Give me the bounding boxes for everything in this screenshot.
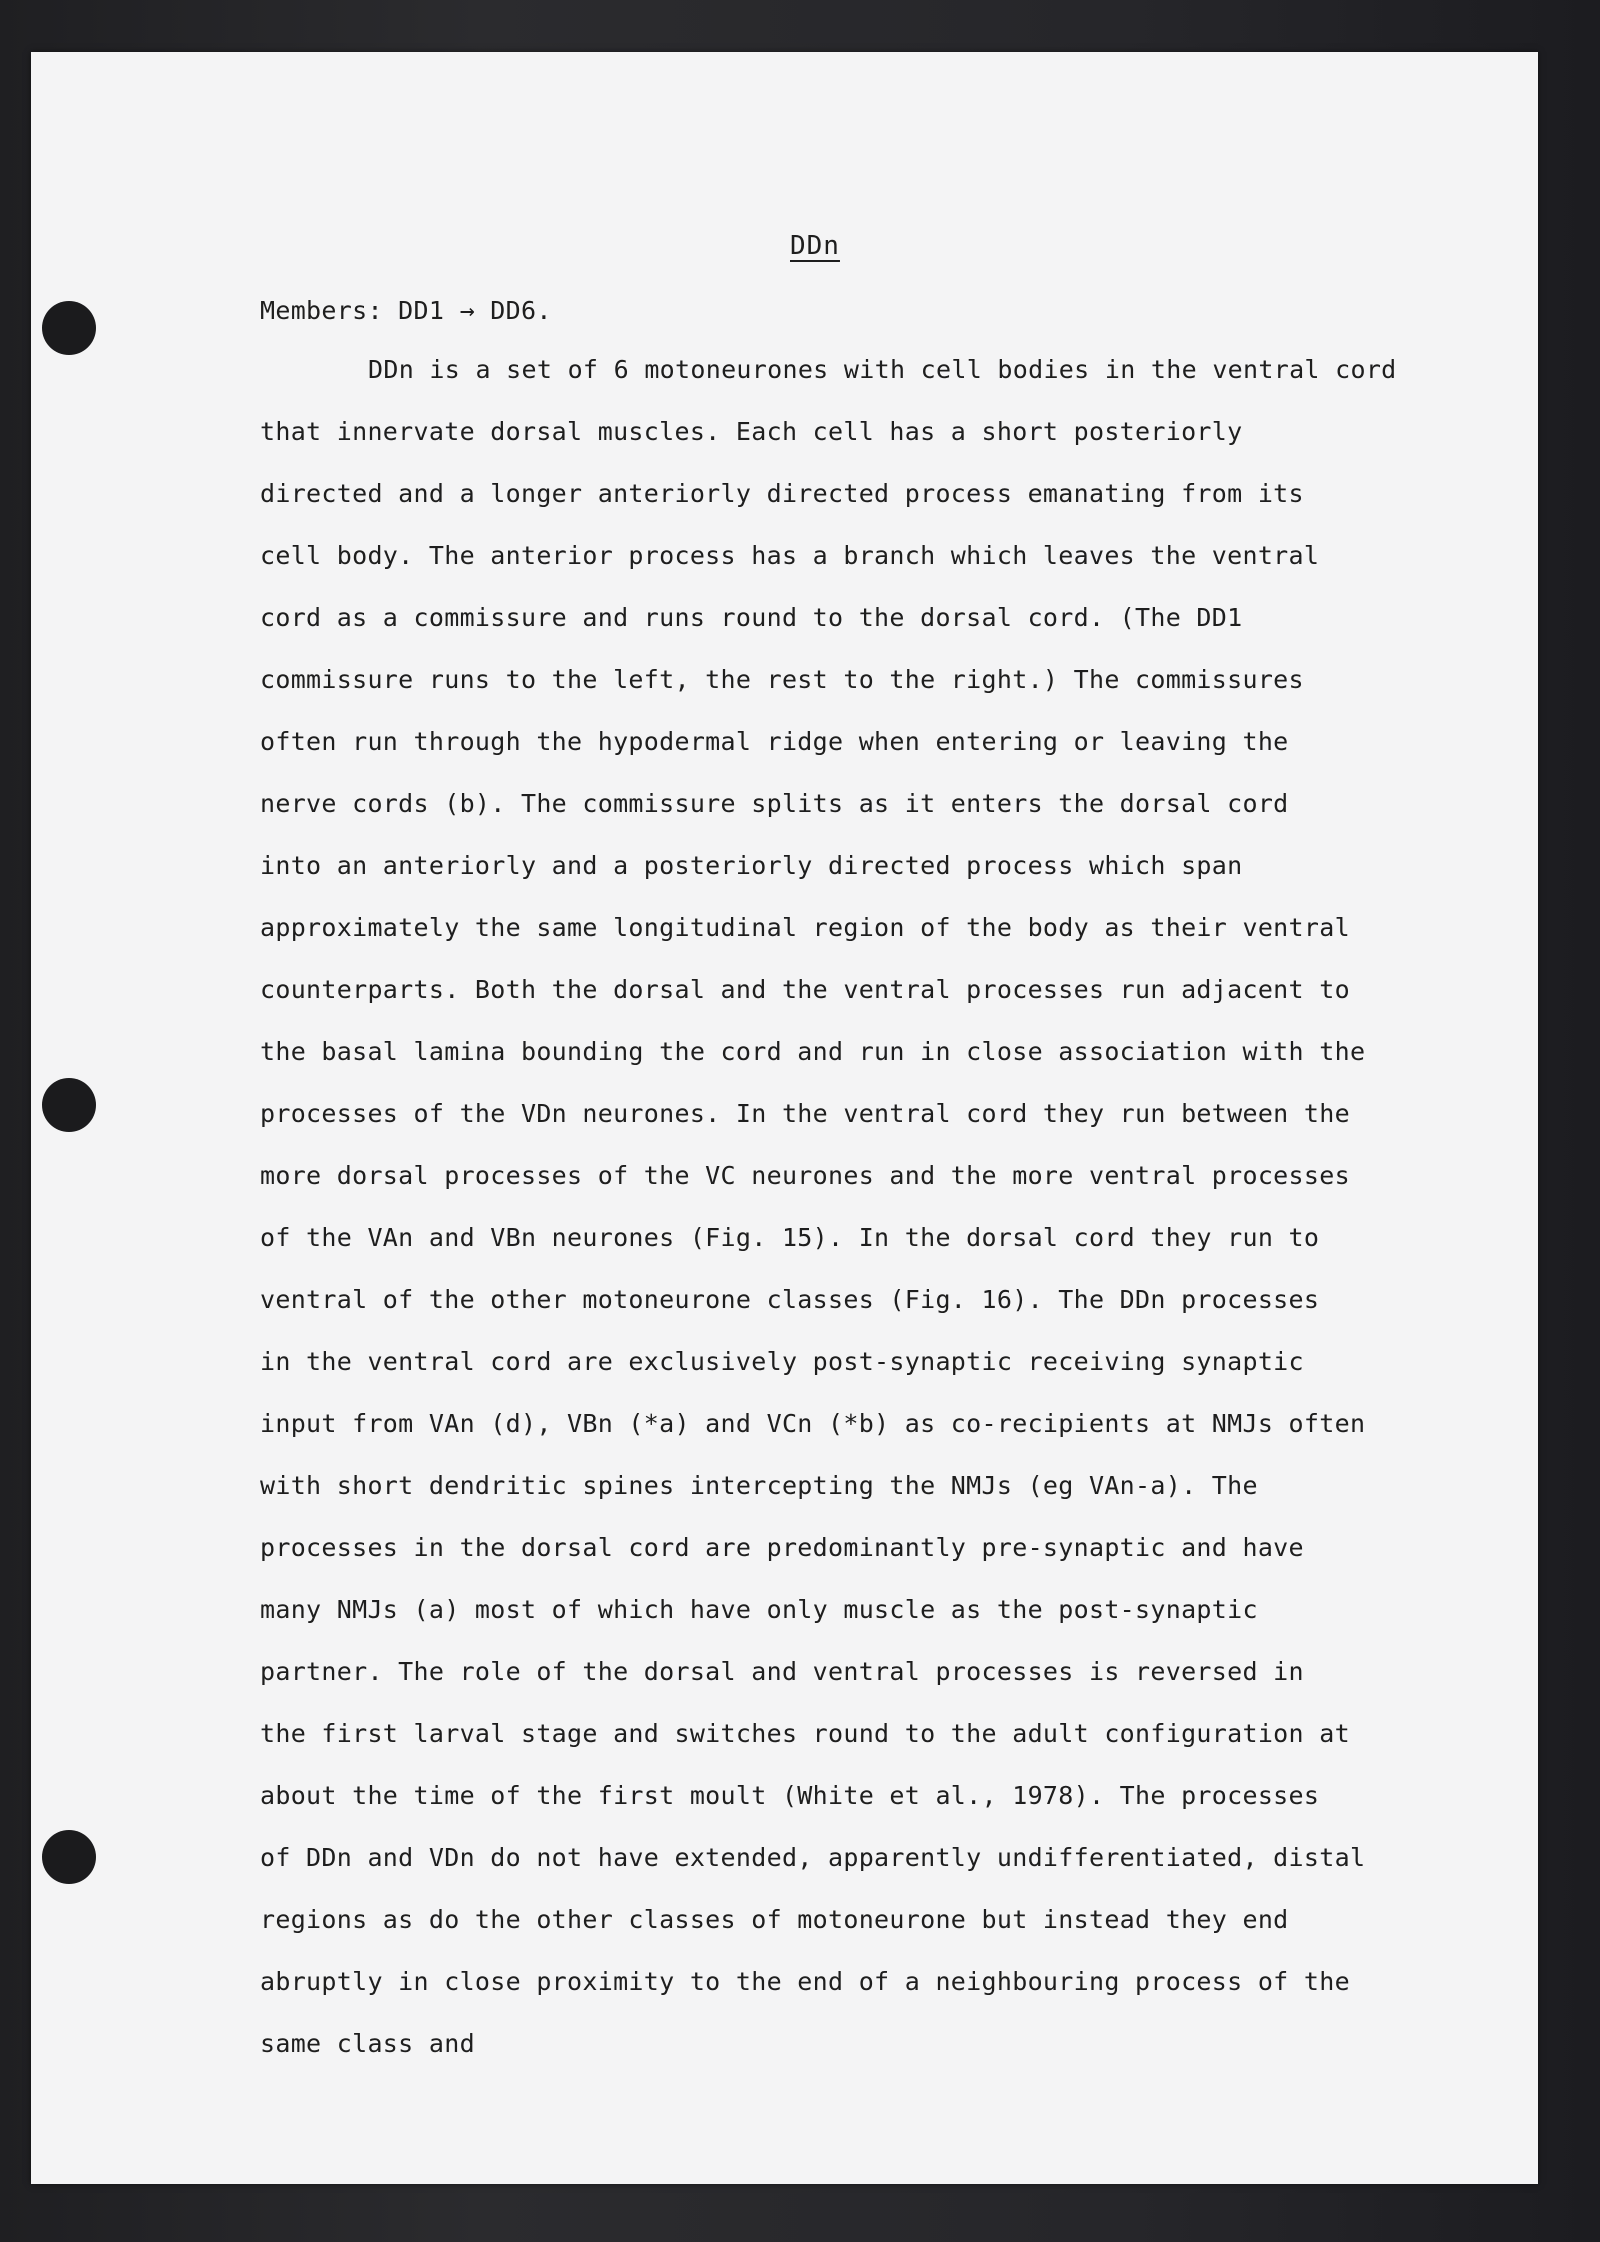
paragraph-line: approximately the same longitudinal region of the body as their ventral xyxy=(260,913,1350,942)
paragraph-line: cord as a commissure and runs round to the dorsal cord. (The DD1 xyxy=(260,603,1243,632)
paragraph-line: the first larval stage and switches round to the adult configuration at xyxy=(260,1719,1350,1748)
paragraph-line: into an anteriorly and a posteriorly directed process which span xyxy=(260,851,1243,880)
paragraph-line: processes in the dorsal cord are predominantly pre-synaptic and have xyxy=(260,1533,1304,1562)
paragraph-line: more dorsal processes of the VC neurones and the more ventral processes xyxy=(260,1161,1350,1190)
members-line: Members: DD1 → DD6. xyxy=(260,296,552,325)
paragraph-line: with short dendritic spines intercepting the NMJs (eg VAn-a). The xyxy=(260,1471,1258,1500)
paragraph-line: of the VAn and VBn neurones (Fig. 15). In the dorsal cord they run to xyxy=(260,1223,1320,1252)
paragraph-line: often run through the hypodermal ridge when entering or leaving the xyxy=(260,727,1289,756)
paragraph-line: that innervate dorsal muscles. Each cell has a short posteriorly xyxy=(260,417,1243,446)
paragraph-line: counterparts. Both the dorsal and the ventral processes run adjacent to xyxy=(260,975,1350,1004)
paragraph-line: of DDn and VDn do not have extended, apparently undifferentiated, distal xyxy=(260,1843,1366,1872)
punch-hole-middle xyxy=(42,1078,96,1132)
paragraph-line: many NMJs (a) most of which have only muscle as the post-synaptic xyxy=(260,1595,1258,1624)
paragraph-line: same class and xyxy=(260,2029,475,2058)
body-paragraph xyxy=(260,352,1410,2088)
paragraph-line: DDn is a set of 6 motoneurones with cell bodies in the ventral cord xyxy=(368,355,1397,384)
paragraph-line: regions as do the other classes of motoneurone but instead they end xyxy=(260,1905,1289,1934)
paragraph-line: about the time of the first moult (White et al., 1978). The processes xyxy=(260,1781,1320,1810)
paragraph-line: directed and a longer anteriorly directed process emanating from its xyxy=(260,479,1304,508)
page-title: DDn xyxy=(790,231,840,261)
punch-hole-top xyxy=(42,301,96,355)
paragraph-line: processes of the VDn neurones. In the ventral cord they run between the xyxy=(260,1099,1350,1128)
paragraph-line: partner. The role of the dorsal and ventral processes is reversed in xyxy=(260,1657,1304,1686)
paragraph-line: in the ventral cord are exclusively post-synaptic receiving synaptic xyxy=(260,1347,1304,1376)
paragraph-line: input from VAn (d), VBn (*a) and VCn (*b) as co-recipients at NMJs often xyxy=(260,1409,1366,1438)
paragraph-line: commissure runs to the left, the rest to the right.) The commissures xyxy=(260,665,1304,694)
paragraph-line: ventral of the other motoneurone classes (Fig. 16). The DDn processes xyxy=(260,1285,1320,1314)
paragraph-line: cell body. The anterior process has a branch which leaves the ventral xyxy=(260,541,1320,570)
paragraph-line: nerve cords (b). The commissure splits as it enters the dorsal cord xyxy=(260,789,1289,818)
paragraph-line: the basal lamina bounding the cord and run in close association with the xyxy=(260,1037,1366,1066)
paragraph-line: abruptly in close proximity to the end of a neighbouring process of the xyxy=(260,1967,1350,1996)
punch-hole-bottom xyxy=(42,1830,96,1884)
